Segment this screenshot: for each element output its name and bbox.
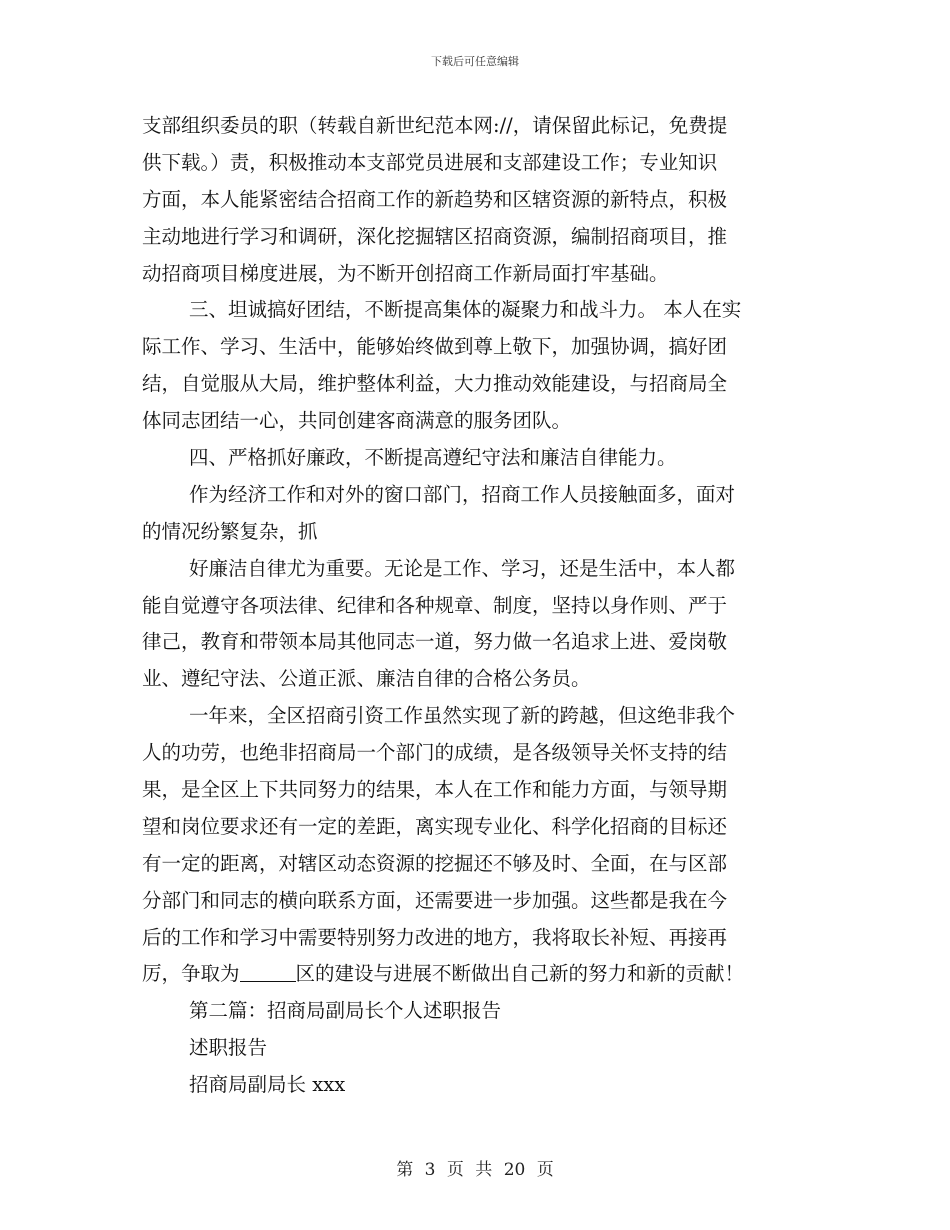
text-line: 动招商项目梯度进展，为不断开创招商工作新局面打牢基础。 — [142, 261, 669, 285]
text-line: 一年来，全区招商引资工作虽然实现了新的跨越，但这绝非我个 — [189, 704, 736, 728]
document-body — [142, 108, 810, 1104]
text-line: 分部门和同志的横向联系方面，还需要进一步加强。这些都是我在今 — [142, 888, 728, 912]
text-line: 供下载。）责，积极推动本支部党员进展和支部建设工作；专业知识 — [142, 150, 718, 174]
text-line: 主动地进行学习和调研，深化挖掘辖区招商资源，编制招商项目，推 — [142, 224, 728, 248]
text-line: 有一定的距离，对辖区动态资源的挖掘还不够及时、全面，在与区部 — [142, 851, 728, 875]
text-line: 业、遵纪守法、公道正派、廉洁自律的合格公务员。 — [142, 667, 591, 691]
page-footer: 第 3 页 共 20 页 — [396, 1160, 554, 1180]
page-header: 下载后可任意编辑 — [431, 55, 519, 68]
text-line — [142, 956, 810, 993]
text-line: 支部组织委员的职（转载自新世纪范本网://，请保留此标记，免费提 — [142, 114, 728, 137]
section-heading-three: 三、坦诚搞好团结，不断提高集体的凝聚力和战斗力。 本人在实 — [189, 298, 742, 322]
text-line: 体同志团结一心，共同创建客商满意的服务团队。 — [142, 409, 572, 433]
report-author: 招商局副局长 xxx — [189, 1073, 346, 1097]
text-line: 律己，教育和带领本局其他同志一道，努力做一名追求上进、爱岗敬 — [142, 630, 728, 654]
text-line: 方面，本人能紧密结合招商工作的新趋势和区辖资源的新特点，积极 — [142, 187, 728, 211]
text-line: 作为经济工作和对外的窗口部门，招商工作人员接触面多，面对 — [189, 482, 736, 506]
chapter-title: 第二篇：招商局副局长个人述职报告 — [189, 999, 502, 1023]
text-line-start: 厉，争取为 — [142, 962, 240, 986]
text-line: 际工作、学习、生活中，能够始终做到尊上敬下，加强协调，搞好团 — [142, 335, 728, 359]
text-line: 好廉洁自律尤为重要。无论是工作、学习，还是生活中，本人都 — [189, 556, 736, 580]
text-line: 果，是全区上下共同努力的结果，本人在工作和能力方面，与领导期 — [142, 778, 728, 802]
section-heading-four: 四、严格抓好廉政，不断提高遵纪守法和廉洁自律能力。 — [189, 446, 677, 470]
text-line: 人的功劳，也绝非招商局一个部门的成绩，是各级领导关怀支持的结 — [142, 741, 728, 765]
text-line-end: 区的建设与进展不断做出自己新的努力和新的贡献！ — [295, 962, 745, 986]
text-line: 能自觉遵守各项法律、纪律和各种规章、制度，坚持以身作则、严于 — [142, 593, 728, 617]
fill-in-blank — [240, 963, 296, 982]
text-line: 的情况纷繁复杂，抓 — [142, 519, 318, 543]
text-line: 望和岗位要求还有一定的差距，离实现专业化、科学化招商的目标还 — [142, 814, 728, 838]
report-title: 述职报告 — [189, 1036, 268, 1060]
text-line: 后的工作和学习中需要特别努力改进的地方，我将取长补短、再接再 — [142, 925, 728, 949]
text-line: 结，自觉服从大局，维护整体利益，大力推动效能建设，与招商局全 — [142, 372, 728, 396]
